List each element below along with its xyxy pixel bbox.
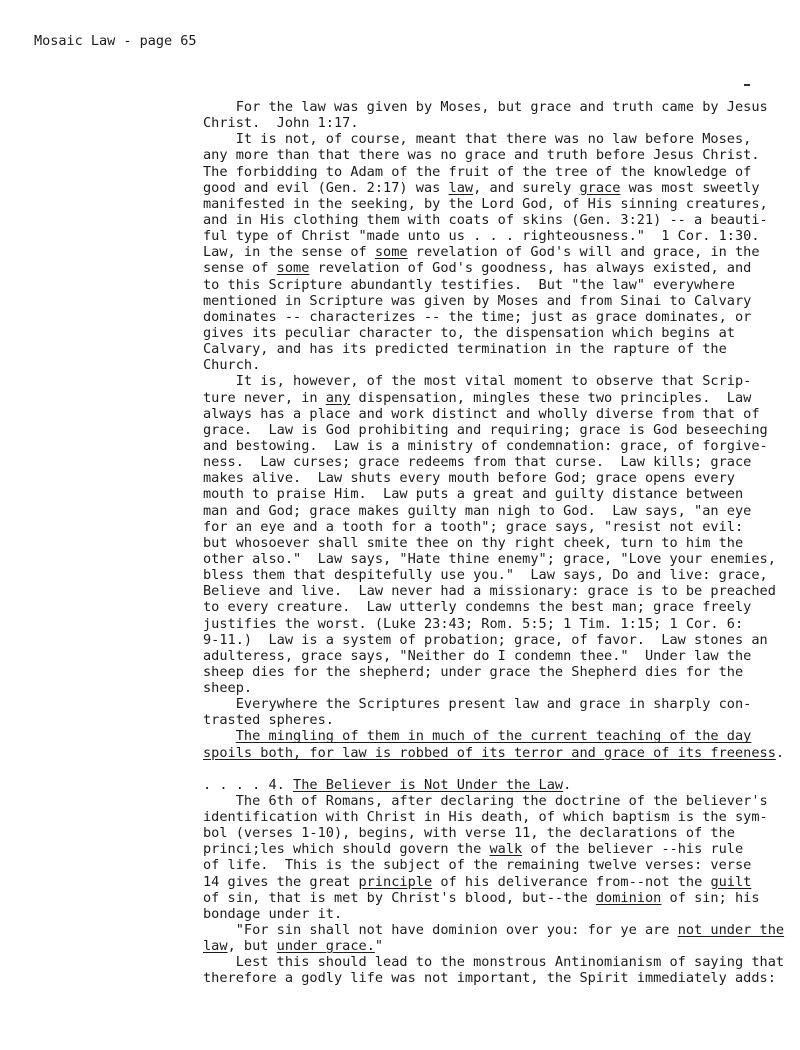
text-segment: It is, however, of the most vital moment to observe that Scrip-	[203, 373, 752, 390]
text-segment: trasted spheres.	[203, 712, 334, 729]
text-segment: makes alive. Law shuts every mouth before God; grace opens every	[203, 470, 735, 487]
text-line	[203, 696, 763, 712]
underlined-text: grace	[579, 179, 621, 196]
text-line	[203, 777, 763, 793]
text-segment: but whosoever shall smite thee on thy right cheek, turn to him the	[203, 534, 744, 551]
text-line	[203, 421, 768, 438]
text-line	[203, 906, 763, 922]
page-header: Mosaic Law - page 65	[34, 33, 197, 49]
text-line	[203, 195, 768, 212]
text-line	[203, 147, 763, 163]
text-line	[203, 631, 768, 648]
text-segment: to this Scripture abundantly testifies. But "the law" everywhere	[203, 276, 735, 293]
text-line	[203, 244, 763, 260]
text-line	[203, 680, 763, 696]
text-line	[203, 890, 763, 906]
text-segment: Law, in the sense of	[203, 244, 375, 261]
text-line	[203, 406, 763, 422]
text-line	[203, 373, 763, 389]
text-line	[203, 744, 785, 761]
text-segment: and bestowing. Law is a ministry of condemnation: grace, of forgive-	[203, 437, 768, 454]
text-segment: identification with Christ in His death, of which baptism is the sym-	[203, 809, 768, 826]
text-segment: justifies the worst. (Luke 23:43; Rom. 5:5; 1 Tim. 1:15; 1 Cor. 6:	[203, 615, 744, 632]
text-segment: therefore a godly life was not important, the Spirit immediately adds:	[203, 970, 776, 987]
text-line	[203, 616, 763, 632]
underlined-text: guilt	[710, 873, 752, 890]
text-segment: "	[374, 938, 384, 955]
text-line	[203, 970, 776, 987]
underlined-text: walk	[489, 841, 523, 858]
text-segment: princi;les which should govern the	[203, 841, 490, 858]
text-segment: was most sweetly	[620, 179, 760, 196]
text-segment: Calvary, and has its predicted termination in the rapture of the	[203, 341, 727, 358]
text-line	[203, 809, 768, 826]
text-segment: for an eye and a tooth for a tooth"; grace says, "resist not evil:	[203, 518, 744, 535]
text-segment: "For sin shall not have dominion over you: for ye are	[203, 922, 678, 939]
text-segment: Everywhere the Scriptures present law and grace in sharply con-	[203, 696, 752, 713]
text-segment	[203, 728, 236, 744]
underlined-text: under grace.	[276, 938, 375, 955]
text-segment: bol (verses 1-10), begins, with verse 11, the declarations of the	[203, 825, 735, 842]
underlined-text: some	[374, 244, 408, 261]
text-segment: The forbidding to Adam of the fruit of the tree of the knowledge of	[203, 163, 752, 180]
text-line	[203, 761, 763, 777]
text-line	[203, 180, 763, 196]
text-line	[203, 390, 763, 406]
underlined-text: principle	[358, 873, 433, 890]
text-segment: sheep dies for the shepherd; under grace the Shepherd dies for the	[203, 663, 744, 680]
text-line	[203, 567, 768, 584]
text-segment: For the law was given by Moses, but grace and truth came by Jesus	[203, 99, 768, 115]
text-segment: good and evil (Gen. 2:17) was	[203, 179, 449, 196]
text-line	[203, 583, 776, 600]
underlined-text: some	[276, 260, 310, 277]
text-line	[203, 260, 763, 276]
text-segment: of his deliverance from--not the	[432, 873, 711, 890]
text-line	[203, 341, 763, 357]
text-line	[203, 535, 763, 551]
text-line	[203, 503, 763, 519]
text-segment: and in His clothing them with coats of skins (Gen. 3:21) -- a beauti-	[203, 211, 768, 228]
underlined-text: any	[325, 389, 351, 406]
text-line	[203, 792, 768, 809]
text-segment: manifested in the seeking, by the Lord God, of His sinning creatures,	[203, 195, 768, 212]
text-segment: .	[775, 744, 785, 761]
text-segment: sheep.	[203, 680, 253, 697]
text-segment: any more than that there was no grace and truth before Jesus Christ.	[203, 147, 760, 164]
text-segment: .	[563, 776, 572, 793]
text-segment: mouth to praise Him. Law puts a great and guilty distance between	[203, 486, 744, 503]
text-line	[203, 550, 776, 567]
text-line	[203, 825, 763, 841]
text-line	[203, 954, 785, 971]
text-line	[203, 519, 763, 535]
text-segment: revelation of God's goodness, has always existed, and	[309, 260, 752, 277]
text-line	[203, 211, 768, 228]
text-segment: ture never, in	[203, 389, 326, 406]
text-segment: of sin, that is met by Christ's blood, but--the	[203, 889, 596, 906]
text-line	[203, 712, 763, 728]
text-segment: , but	[227, 938, 277, 955]
text-segment: The 6th of Romans, after declaring the doctrine of the believer's	[203, 792, 768, 809]
text-line	[203, 857, 763, 873]
text-segment: dispensation, mingles these two principles. Law	[350, 389, 752, 406]
text-segment: to every creature. Law utterly condemns the best man; grace freely	[203, 599, 752, 616]
text-line	[203, 938, 763, 954]
text-line	[203, 648, 763, 664]
text-line	[203, 115, 763, 131]
text-segment: , and surely	[473, 179, 580, 196]
underlined-text: The mingling of them in much of the current teaching of the day	[235, 728, 752, 745]
text-segment: gives its peculiar character to, the dispensation which begins at	[203, 324, 735, 341]
text-line	[203, 164, 763, 180]
margin-mark	[744, 84, 750, 86]
text-line	[203, 922, 785, 939]
text-segment: It is not, of course, meant that there was no law before Moses,	[203, 131, 752, 148]
text-segment: dominates -- characterizes -- the time; just as grace dominates, or	[203, 308, 752, 325]
text-segment: grace. Law is God prohibiting and requiring; grace is God beseeching	[203, 421, 768, 438]
text-segment: bless them that despitefully use you." Law says, Do and live: grace,	[203, 567, 768, 584]
text-line	[203, 131, 763, 147]
text-segment: Church.	[203, 357, 261, 374]
underlined-text: spoils both, for law is robbed of its terror and grace of its freeness	[203, 744, 776, 761]
underlined-text: dominion	[595, 889, 662, 906]
text-line	[203, 99, 768, 115]
text-segment: of sin; his	[661, 889, 760, 906]
text-segment: . . . . 4.	[203, 776, 294, 793]
text-line	[203, 454, 763, 470]
text-segment: adulteress, grace says, "Neither do I condemn thee." Under law the	[203, 647, 752, 664]
text-line	[203, 437, 768, 454]
text-segment: 9-11.) Law is a system of probation; grace, of favor. Law stones an	[203, 631, 768, 648]
text-line	[203, 664, 763, 680]
text-line	[203, 228, 763, 244]
text-segment: bondage under it.	[203, 905, 343, 922]
text-line	[203, 728, 763, 744]
text-line	[203, 470, 763, 486]
text-line	[203, 486, 763, 502]
text-line	[203, 874, 763, 890]
text-segment: Believe and live. Law never had a missionary: grace is to be preached	[203, 583, 776, 600]
text-segment: of life. This is the subject of the remaining twelve verses: verse	[203, 857, 752, 874]
text-segment: always has a place and work distinct and wholly diverse from that of	[203, 405, 760, 422]
text-line	[203, 293, 763, 309]
text-segment: ful type of Christ "made unto us . . . righteousness." 1 Cor. 1:30.	[203, 228, 760, 245]
underlined-text: not under the	[677, 922, 785, 939]
text-segment: of the believer --his rule	[522, 841, 744, 858]
underlined-text: law	[203, 938, 228, 955]
underlined-text: The Believer is Not Under the Law	[293, 776, 564, 793]
text-line	[203, 325, 763, 341]
text-segment: other also." Law says, "Hate thine enemy"; grace, "Love your enemies,	[203, 550, 776, 567]
document-body	[203, 99, 785, 987]
text-line	[203, 309, 763, 325]
underlined-text: law	[448, 179, 474, 196]
text-segment: Lest this should lead to the monstrous Antinomianism of saying that	[203, 954, 785, 971]
text-segment: man and God; grace makes guilty man nigh to God. Law says, "an eye	[203, 502, 752, 519]
text-line	[203, 841, 763, 857]
text-line	[203, 357, 763, 373]
text-segment: 14 gives the great	[203, 873, 359, 890]
text-segment: sense of	[203, 260, 277, 277]
text-segment: revelation of God's will and grace, in the	[407, 244, 760, 261]
text-segment: ness. Law curses; grace redeems from that curse. Law kills; grace	[203, 454, 752, 471]
text-segment: Christ. John 1:17.	[203, 115, 359, 132]
text-line	[203, 277, 763, 293]
text-line	[203, 599, 763, 615]
text-segment: mentioned in Scripture was given by Moses and from Sinai to Calvary	[203, 292, 752, 309]
